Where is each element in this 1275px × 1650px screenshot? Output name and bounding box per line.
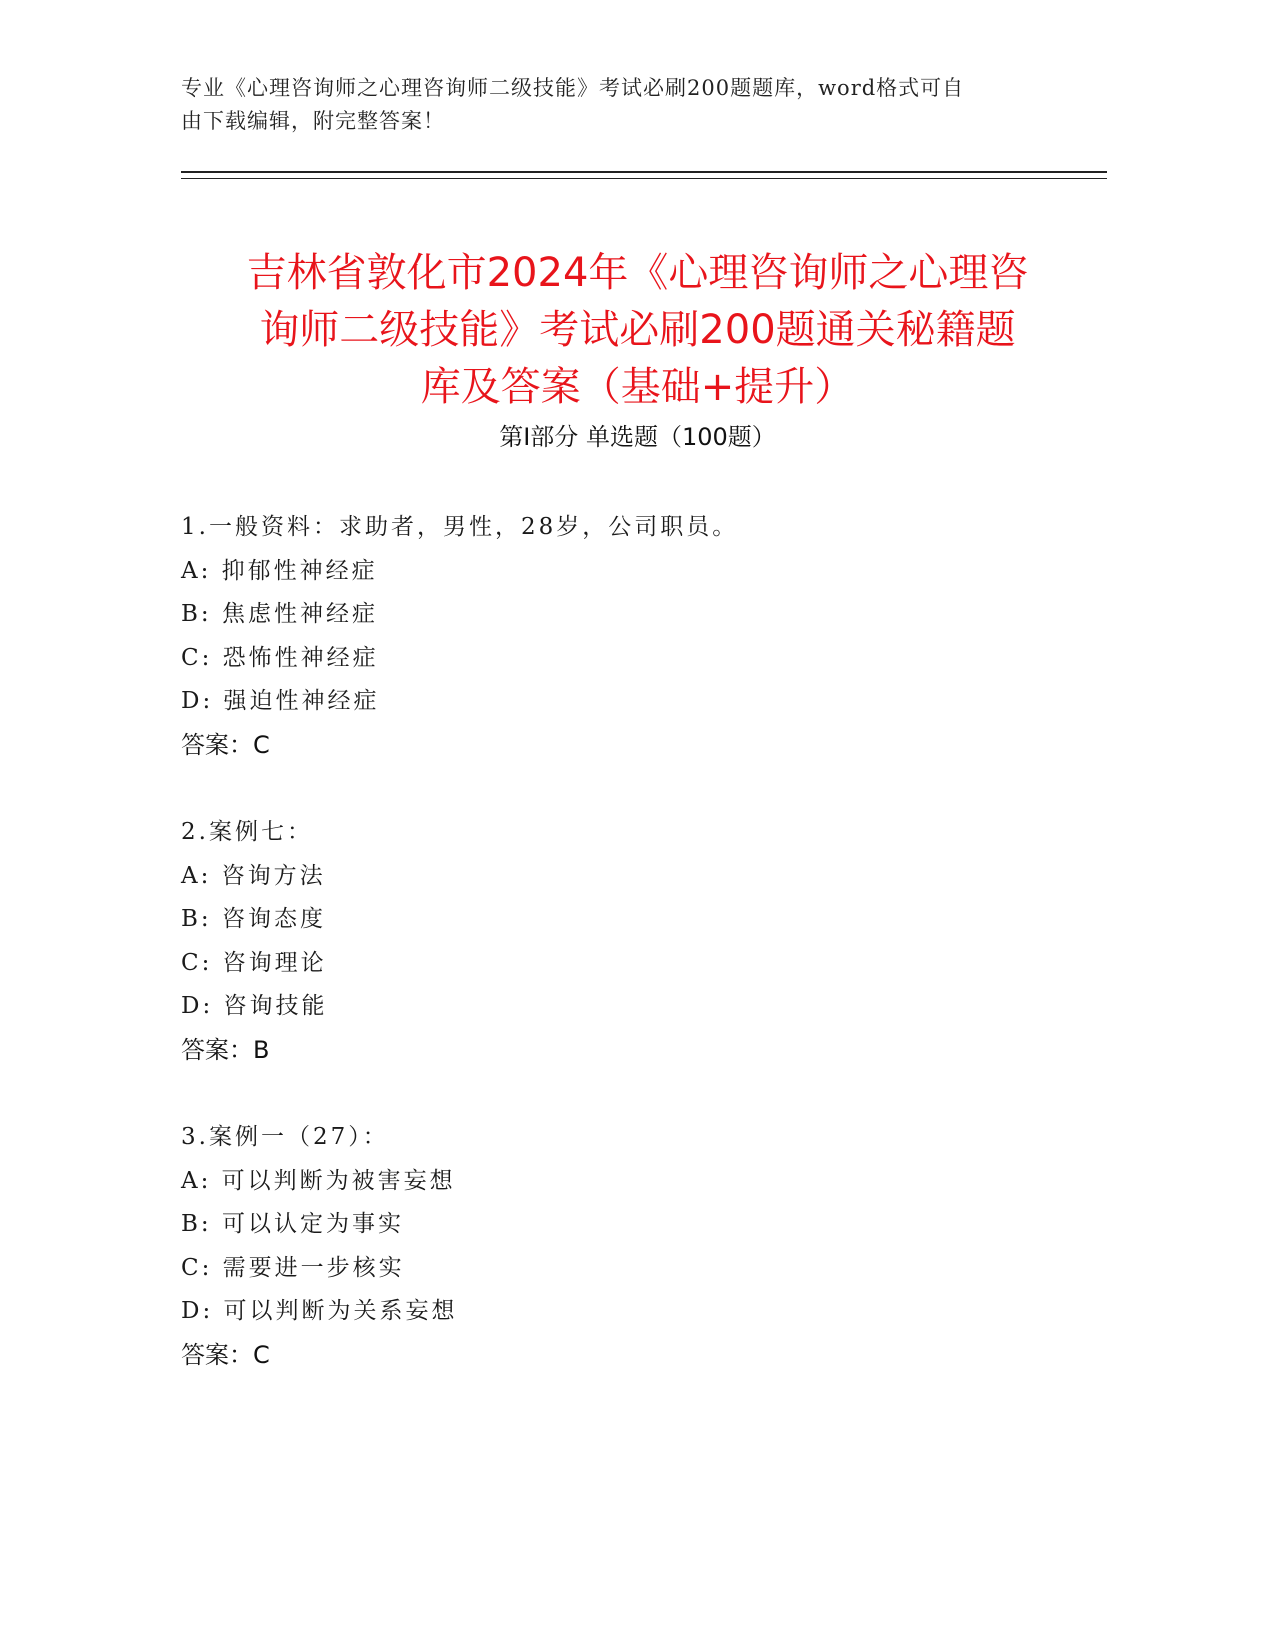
question-stem: 1.一般资料：求助者，男性，28岁，公司职员。 [181,514,739,540]
header-divider-thin [181,178,1107,179]
question-stem: 3.案例一（27）： [181,1124,389,1150]
header-note-line-2: 由下载编辑，附完整答案！ [181,109,445,133]
question-3 [181,1116,1081,1377]
title-line-2: 询师二级技能》考试必刷200题通关秘籍题 [259,306,1016,353]
option-c: C: 咨询理论 [181,949,327,976]
question-1 [181,506,1081,767]
option-a: A: 咨询方法 [181,862,326,889]
question-list [181,506,1081,1421]
title-line-1: 吉林省敦化市2024年《心理咨询师之心理咨 [246,249,1029,296]
option-b: B: 咨询态度 [181,906,326,932]
question-stem: 2.案例七： [181,819,313,845]
option-d: D: 咨询技能 [181,993,328,1019]
option-a: A: 抑郁性神经症 [181,557,378,584]
answer: 答案：B [181,1035,270,1064]
question-2 [181,811,1081,1072]
option-c: C: 恐怖性神经症 [181,644,379,671]
answer: 答案：C [181,1340,270,1369]
option-c: C: 需要进一步核实 [181,1254,405,1281]
header-note [181,72,1041,138]
option-d: D: 强迫性神经症 [181,688,380,714]
header-divider-thick [181,171,1107,173]
option-d: D: 可以判断为关系妄想 [181,1298,458,1324]
header-note-line-1: 专业《心理咨询师之心理咨询师二级技能》考试必刷200题题库，word格式可自 [181,76,965,100]
answer: 答案：C [181,730,270,759]
title-line-3: 库及答案（基础+提升） [420,363,855,410]
section-heading: 第Ⅰ部分 单选题（100题） [499,423,776,451]
option-b: B: 可以认定为事实 [181,1211,404,1237]
option-a: A: 可以判断为被害妄想 [181,1167,456,1194]
option-b: B: 焦虑性神经症 [181,601,378,627]
document-title [181,245,1094,416]
